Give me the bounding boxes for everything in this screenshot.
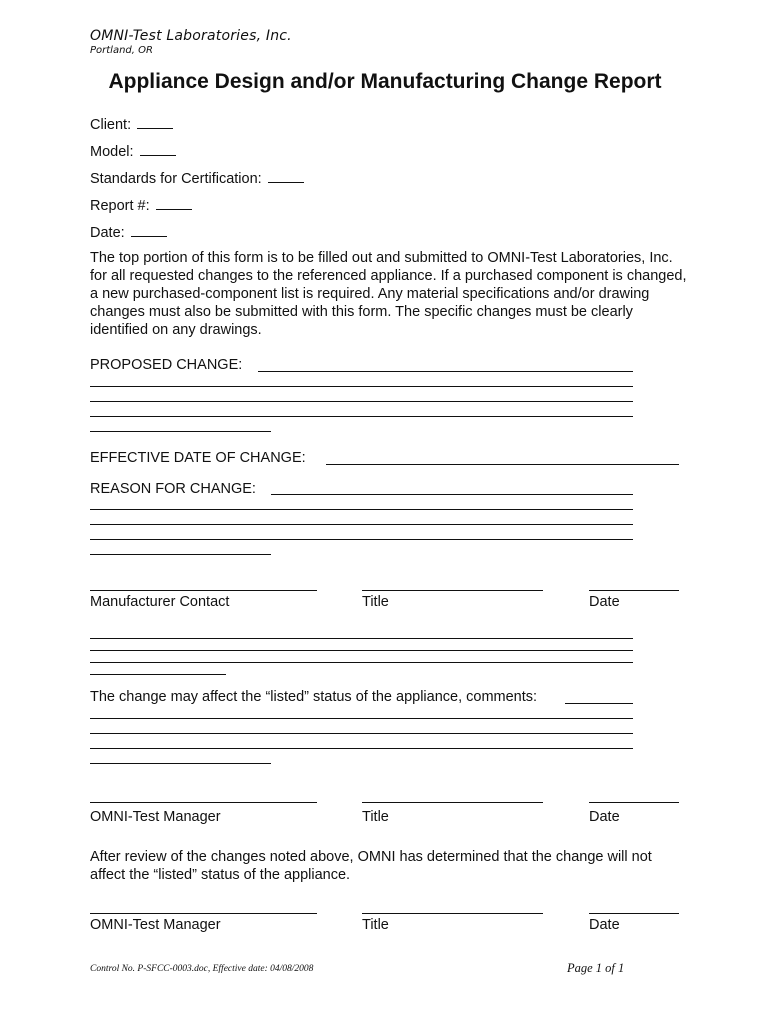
signature-line[interactable] (90, 802, 317, 803)
proposed-change-line[interactable] (90, 386, 633, 387)
comments-line[interactable] (90, 733, 633, 734)
reason-line[interactable] (90, 554, 271, 555)
date-label: Date (589, 917, 620, 933)
model-label: Model: (90, 144, 134, 160)
control-number: Control No. P-SFCC-0003.doc, Effective date: 04/08/2008 (90, 964, 314, 974)
proposed-change-line[interactable] (90, 401, 633, 402)
date-blank[interactable] (131, 224, 167, 237)
title-label: Title (362, 917, 389, 933)
date-line[interactable] (589, 590, 679, 591)
reason-line[interactable] (271, 494, 633, 495)
company-location: Portland, OR (90, 45, 153, 56)
notes-line[interactable] (90, 638, 633, 639)
signature-line[interactable] (90, 590, 317, 591)
date-field (90, 224, 167, 241)
comments-line[interactable] (90, 718, 633, 719)
manufacturer-contact-label: Manufacturer Contact (90, 594, 230, 610)
signature-line[interactable] (90, 913, 317, 914)
omni-manager-label: OMNI-Test Manager (90, 809, 221, 825)
client-blank[interactable] (137, 116, 173, 129)
page-title: Appliance Design and/or Manufacturing Change Report (108, 70, 662, 93)
date-line[interactable] (589, 913, 679, 914)
proposed-change-line[interactable] (90, 416, 633, 417)
effective-date-line[interactable] (326, 464, 679, 465)
company-name: OMNI-Test Laboratories, Inc. (90, 28, 292, 44)
reason-line[interactable] (90, 539, 633, 540)
date-line[interactable] (589, 802, 679, 803)
reason-line[interactable] (90, 524, 633, 525)
comments-line[interactable] (90, 748, 633, 749)
title-label: Title (362, 594, 389, 610)
title-line[interactable] (362, 802, 543, 803)
date-label: Date: (90, 225, 125, 241)
report-field (90, 197, 192, 214)
notes-line[interactable] (90, 662, 633, 663)
standards-field (90, 170, 304, 187)
title-label: Title (362, 809, 389, 825)
effective-date-label: EFFECTIVE DATE OF CHANGE: (90, 450, 306, 466)
instructions-paragraph: The top portion of this form is to be filled out and submitted to OMNI-Test Laboratories, Inc. for all requested changes to the referenced appliance. If a purchased component is changed, a new purchased-component list is required. Any material specifications and/or drawing changes must also be submitted with this form. The specific changes must be clearly identified on any drawings. (90, 250, 687, 338)
date-label: Date (589, 809, 620, 825)
standards-blank[interactable] (268, 170, 304, 183)
title-line[interactable] (362, 590, 543, 591)
omni-manager-label: OMNI-Test Manager (90, 917, 221, 933)
proposed-change-line[interactable] (258, 371, 633, 372)
model-field (90, 143, 176, 160)
after-review-paragraph: After review of the changes noted above, OMNI has determined that the change will not affect the “listed” status of the appliance. (90, 849, 652, 883)
model-blank[interactable] (140, 143, 176, 156)
date-label: Date (589, 594, 620, 610)
title-line[interactable] (362, 913, 543, 914)
client-field (90, 116, 173, 133)
standards-label: Standards for Certification: (90, 171, 262, 187)
client-label: Client: (90, 117, 132, 133)
listed-status-label: The change may affect the “listed” status of the appliance, comments: (90, 689, 538, 705)
report-blank[interactable] (156, 197, 192, 210)
notes-line[interactable] (90, 650, 633, 651)
reason-line[interactable] (90, 509, 633, 510)
comments-line[interactable] (565, 703, 633, 704)
proposed-change-label: PROPOSED CHANGE: (90, 357, 243, 373)
comments-line[interactable] (90, 763, 271, 764)
report-label: Report #: (90, 198, 150, 214)
proposed-change-line[interactable] (90, 431, 271, 432)
reason-label: REASON FOR CHANGE: (90, 481, 256, 497)
notes-line[interactable] (90, 674, 226, 675)
page-number: Page 1 of 1 (567, 961, 625, 975)
